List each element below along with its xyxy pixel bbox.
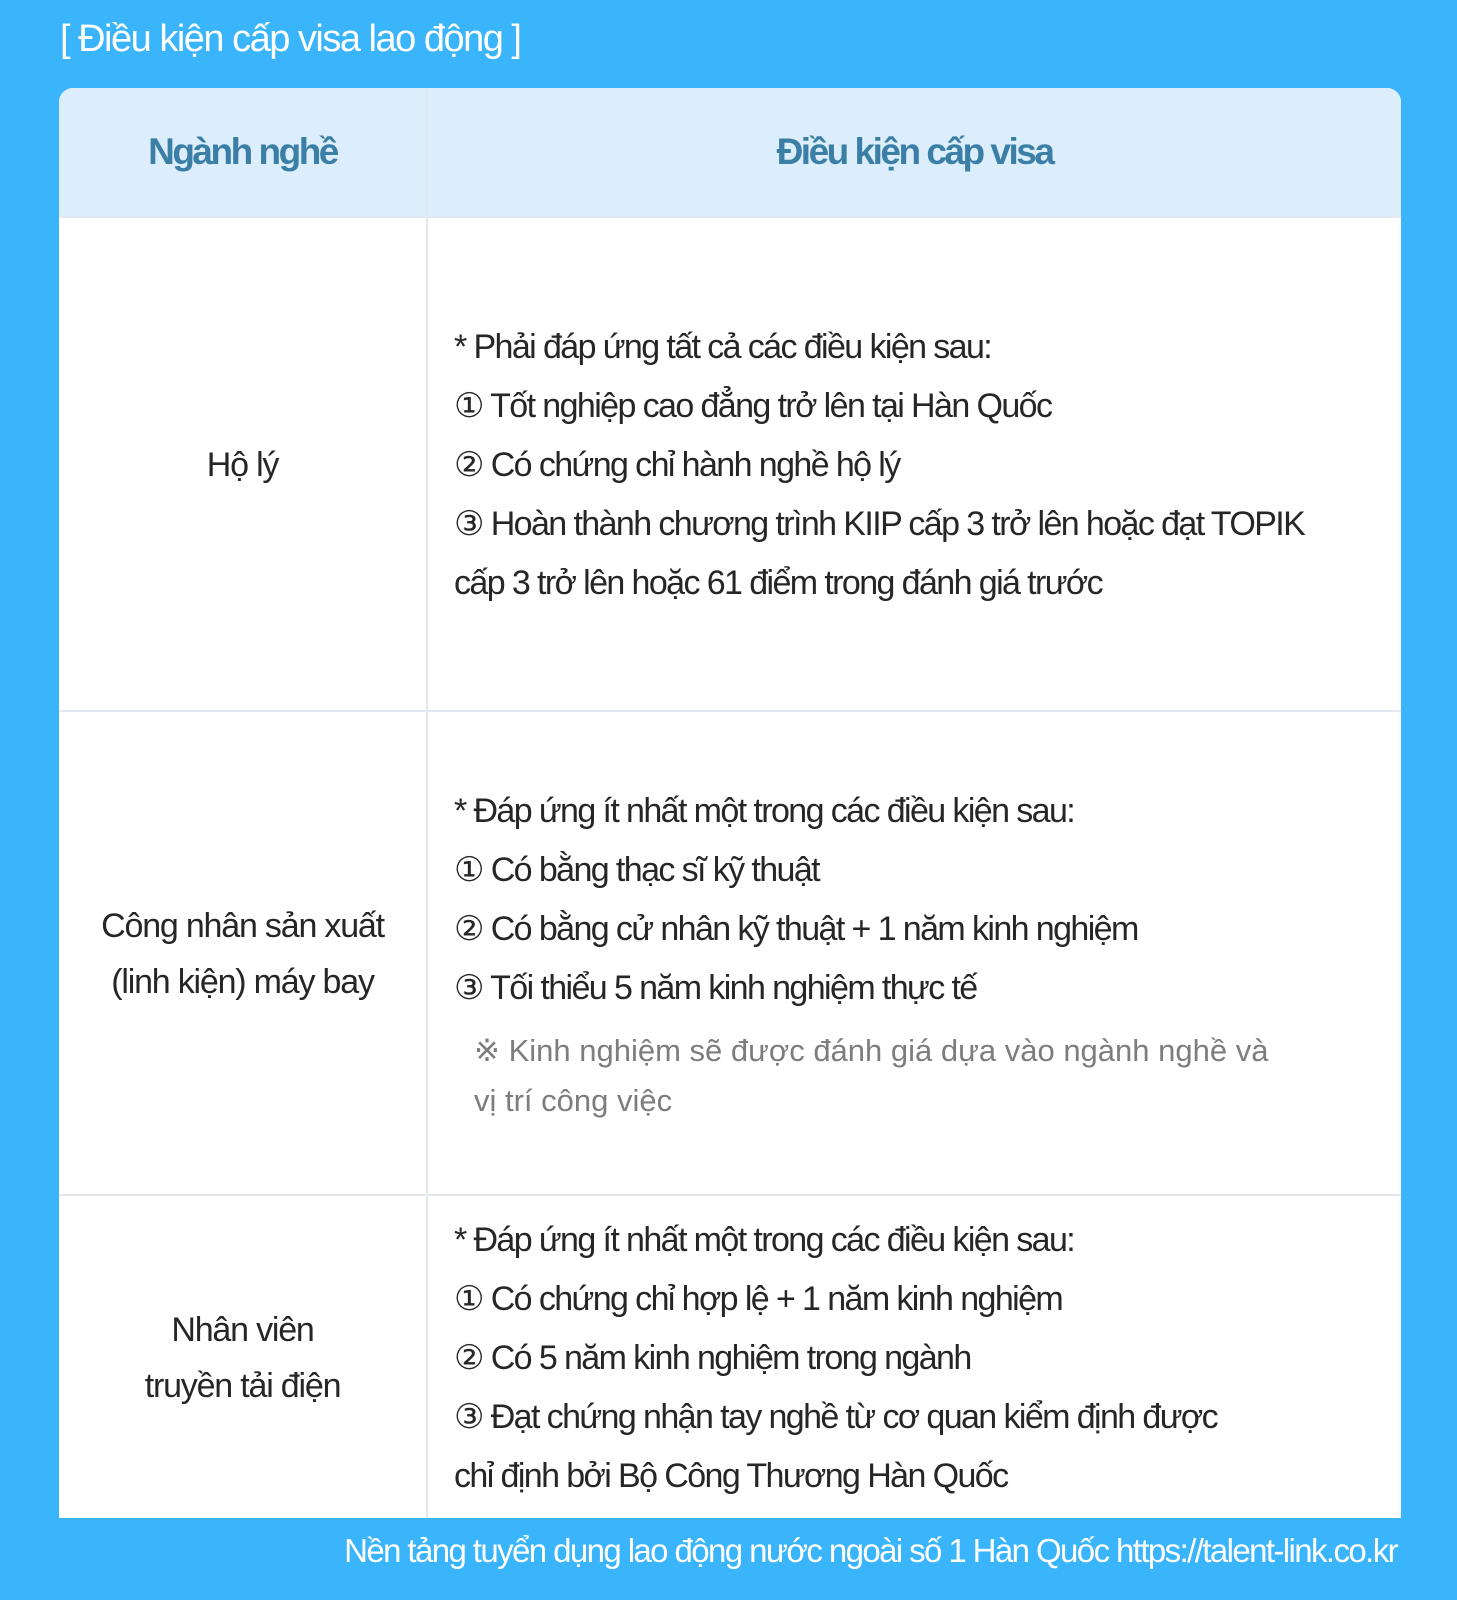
occupation-cell <box>59 712 428 1196</box>
condition-item: ① Có chứng chỉ hợp lệ + 1 năm kinh nghiệm <box>454 1279 1063 1318</box>
occupation-name-line: (linh kiện) máy bay <box>111 963 374 1001</box>
occupation-name-line: Công nhân sản xuất <box>101 907 384 945</box>
condition-item-continued: chỉ định bởi Bộ Công Thương Hàn Quốc <box>454 1456 1008 1495</box>
note-line: vị trí công việc <box>474 1083 673 1118</box>
experience-note <box>454 1026 1401 1126</box>
footer-tagline: Nền tảng tuyển dụng lao động nước ngoài số 1 Hàn Quốc https://talent-link.co.kr <box>344 1532 1397 1569</box>
occupation-name <box>101 898 384 1010</box>
occupation-name <box>145 1302 341 1414</box>
occupation-cell <box>59 218 428 712</box>
condition-intro: * Đáp ứng ít nhất một trong các điều kiện sau: <box>454 1220 1075 1259</box>
page-title: [ Điều kiện cấp visa lao động ] <box>60 18 521 60</box>
table-row <box>59 216 1401 712</box>
visa-conditions-table <box>59 88 1401 1518</box>
table-row <box>59 1194 1401 1518</box>
condition-item-continued: cấp 3 trở lên hoặc 61 điểm trong đánh giá trước <box>454 563 1102 602</box>
header-conditions: Điều kiện cấp visa <box>776 131 1053 172</box>
conditions-cell <box>428 1196 1401 1518</box>
occupation-name-line: truyền tải điện <box>144 1367 341 1405</box>
condition-item: ① Tốt nghiệp cao đẳng trở lên tại Hàn Quốc <box>454 386 1052 425</box>
condition-item: ② Có 5 năm kinh nghiệm trong ngành <box>454 1338 971 1377</box>
occupation-name: Hộ lý <box>206 446 279 484</box>
condition-item: ② Có bằng cử nhân kỹ thuật + 1 năm kinh nghiệm <box>454 910 1138 948</box>
condition-item: ③ Tối thiểu 5 năm kinh nghiệm thực tế <box>454 969 977 1007</box>
conditions-cell <box>428 218 1401 712</box>
occupation-name-line: Nhân viên <box>171 1311 314 1349</box>
table-header <box>59 88 1401 216</box>
condition-intro: * Phải đáp ứng tất cả các điều kiện sau: <box>454 327 992 366</box>
condition-item: ③ Đạt chứng nhận tay nghề từ cơ quan kiểm định được <box>454 1397 1217 1436</box>
table-row <box>59 710 1401 1196</box>
note-line: ※ Kinh nghiệm sẽ được đánh giá dựa vào ngành nghề và <box>474 1033 1269 1068</box>
condition-item: ② Có chứng chỉ hành nghề hộ lý <box>454 445 900 484</box>
condition-intro: * Đáp ứng ít nhất một trong các điều kiện sau: <box>454 792 1075 830</box>
condition-item: ③ Hoàn thành chương trình KIIP cấp 3 trở lên hoặc đạt TOPIK <box>454 504 1305 543</box>
condition-item: ① Có bằng thạc sĩ kỹ thuật <box>454 851 819 889</box>
header-occupation: Ngành nghề <box>59 88 428 216</box>
occupation-cell <box>59 1196 428 1518</box>
conditions-cell <box>428 712 1401 1196</box>
